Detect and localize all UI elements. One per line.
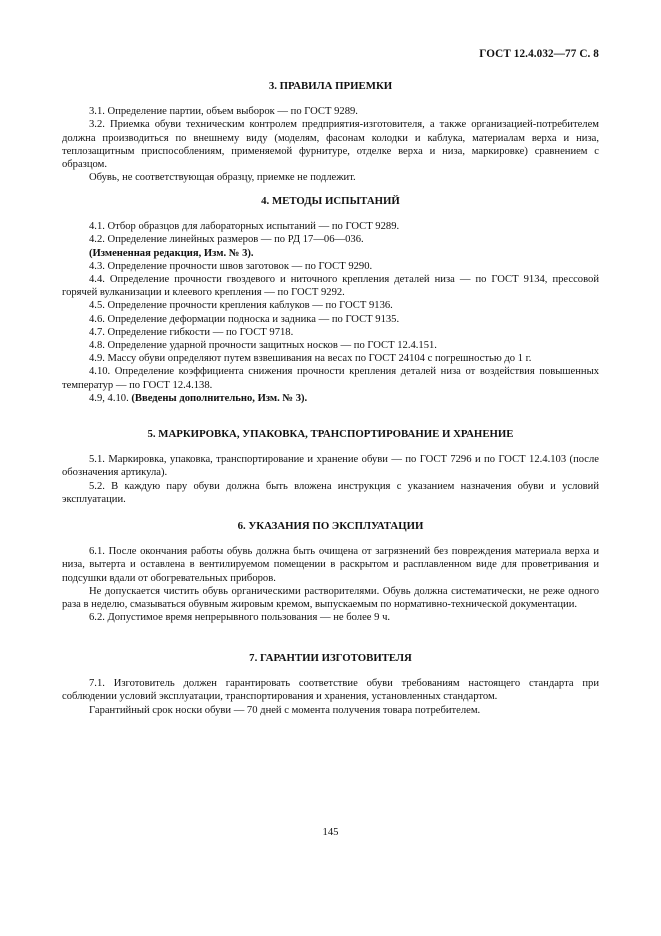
section-6 xyxy=(62,520,599,624)
paragraph: 4.10. Определение коэффициента снижения прочности крепления деталей низа от воздействия повышенных температур — по ГОСТ 12.4.138. xyxy=(62,366,599,391)
paragraph: 6.1. После окончания работы обувь должна быть очищена от загрязнений без повреждения материала верха и низа, вытерта и оставлена в вентилируемом помещении в раскрытом и расплавленном виде для проветривания и подсушки вдали от обогревательных приборов. xyxy=(62,546,599,584)
section-title: 7. ГАРАНТИИ ИЗГОТОВИТЕЛЯ xyxy=(249,652,412,664)
paragraph: 3.1. Определение партии, объем выборок — по ГОСТ 9289. xyxy=(89,106,358,118)
section-body xyxy=(62,453,599,506)
note-prefix: 4.9, 4.10. xyxy=(89,392,129,404)
paragraph: 5.1. Маркировка, упаковка, транспортирование и хранение обуви — по ГОСТ 7296 и по ГОСТ 12.4.103 (после обозначения артикула). xyxy=(62,454,599,479)
section-body xyxy=(62,220,599,405)
paragraph: 4.4. Определение прочности гвоздевого и ниточного крепления деталей низа — по ГОСТ 9134, прессовой горячей вулканизации и клеевого крепления — по ГОСТ 9292. xyxy=(62,274,599,299)
paragraph: 4.8. Определение ударной прочности защитных носков — по ГОСТ 12.4.151. xyxy=(89,340,437,352)
section-title: 3. ПРАВИЛА ПРИЕМКИ xyxy=(268,80,393,92)
page-number: 145 xyxy=(322,827,339,838)
paragraph: 6.2. Допустимое время непрерывного пользования — не более 9 ч. xyxy=(89,612,391,624)
section-4 xyxy=(62,195,599,405)
paragraph: Обувь, не соответствующая образцу, приемке не подлежит. xyxy=(89,172,356,184)
paragraph: Гарантийный срок носки обуви — 70 дней с момента получения товара потребителем. xyxy=(89,704,481,716)
paragraph: 3.2. Приемка обуви техническим контролем предприятия-изготовителя, а также организацией-потребителем должна производиться по внешнему виду (моделям, фасонам колодки и каблука, материалам верха и низа, теплозащитным приспособлениям, применяемой фурнитуре, отделке верха и низа, маркировке) сравнением с образцом. xyxy=(62,119,599,171)
section-title: 4. МЕТОДЫ ИСПЫТАНИЙ xyxy=(261,195,400,207)
amendment-note xyxy=(62,392,599,405)
paragraph: 7.1. Изготовитель должен гарантировать соответствие обуви требованиям настоящего стандарта при соблюдении условий эксплуатации, транспортирования и хранения, установленных стандартом. xyxy=(62,678,599,703)
paragraph: 4.5. Определение прочности крепления каблуков — по ГОСТ 9136. xyxy=(89,300,393,312)
paragraph: 4.3. Определение прочности швов заготовок — по ГОСТ 9290. xyxy=(89,260,373,272)
paragraph: 4.6. Определение деформации подноска и задника — по ГОСТ 9135. xyxy=(89,313,400,325)
paragraph: 4.9. Массу обуви определяют путем взвешивания на весах по ГОСТ 24104 с погрешностью до 1 г. xyxy=(89,353,532,365)
page-header: ГОСТ 12.4.032—77 С. 8 xyxy=(479,48,599,60)
paragraph: 4.7. Определение гибкости — по ГОСТ 9718. xyxy=(89,326,294,338)
section-title: 6. УКАЗАНИЯ ПО ЭКСПЛУАТАЦИИ xyxy=(237,520,424,532)
section-7 xyxy=(62,652,599,717)
section-5 xyxy=(62,428,599,506)
section-3 xyxy=(62,80,599,184)
section-title: 5. МАРКИРОВКА, УПАКОВКА, ТРАНСПОРТИРОВАНИЕ И ХРАНЕНИЕ xyxy=(147,428,514,440)
section-body xyxy=(62,105,599,184)
paragraph: Не допускается чистить обувь органическими растворителями. Обувь должна систематически, не реже одного раза в неделю, смазываться обувным жировым кремом, выпускаемым по нормативно-технической документации. xyxy=(62,585,599,611)
paragraph: 5.2. В каждую пару обуви должна быть вложена инструкция с указанием назначения обуви и условий эксплуатации. xyxy=(62,480,599,505)
paragraph: 4.1. Отбор образцов для лабораторных испытаний — по ГОСТ 9289. xyxy=(89,221,400,233)
paragraph: 4.2. Определение линейных размеров — по РД 17—06—036. xyxy=(89,234,364,246)
section-body xyxy=(62,677,599,717)
note-bold: (Введены дополнительно, Изм. № 3). xyxy=(131,392,308,404)
amendment-note: (Измененная редакция, Изм. № 3). xyxy=(89,247,254,259)
section-body xyxy=(62,545,599,624)
